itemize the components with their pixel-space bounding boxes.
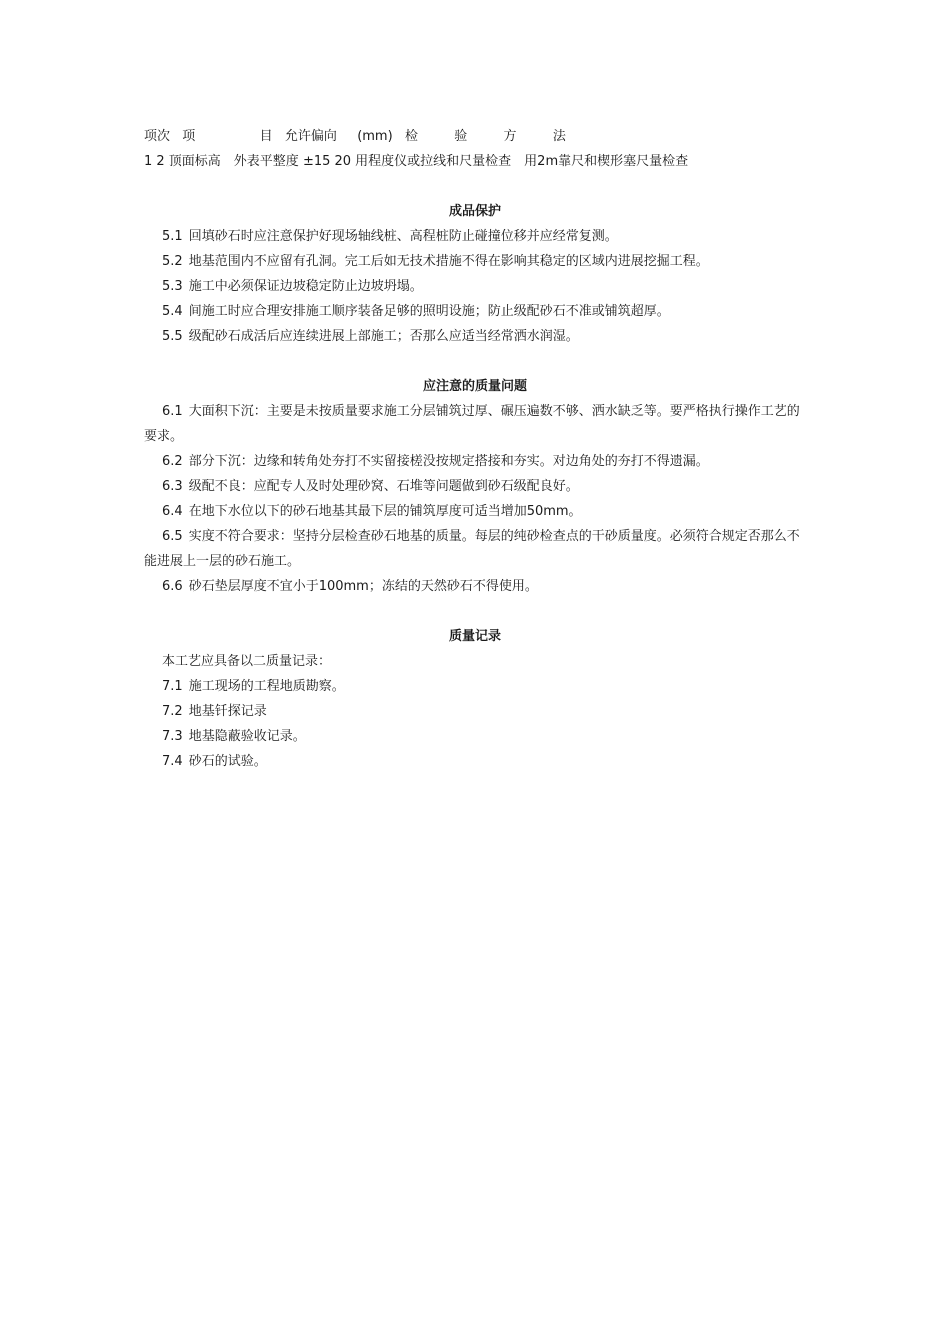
header-cell-method-a: 检: [404, 129, 418, 144]
item-text: 地基钎探记录: [188, 704, 267, 719]
list-item: [144, 324, 806, 349]
list-item: [144, 299, 806, 324]
list-item: [144, 499, 806, 524]
table-data-row: 1 2 顶面标高 外表平整度 ±15 20 用程度仪或拉线和尺量检查 用2m靠尺和楔形塞尺量检查: [144, 154, 689, 169]
list-item: [144, 474, 806, 499]
list-item: [144, 674, 806, 699]
item-text: 级配不良：应配专人及时处理砂窝、石堆等问题做到砂石级配良好。: [188, 479, 579, 494]
section-title-quality-issues: 应注意的质量问题: [422, 379, 527, 394]
item-text: 施工中必须保证边坡稳定防止边坡坍塌。: [188, 279, 423, 294]
header-cell-method-b: 验: [454, 129, 468, 144]
item-number: 5.2: [162, 254, 183, 269]
section-title-product-protection: 成品保护: [448, 204, 501, 219]
header-cell-tolerance: 允许偏向: [284, 129, 337, 144]
section-title-quality-records: 质量记录: [448, 629, 501, 644]
item-number: 7.2: [162, 704, 183, 719]
item-text: 间施工时应合理安排施工顺序装备足够的照明设施；防止级配砂石不准或铺筑超厚。: [188, 304, 670, 319]
item-text: 大面积下沉：主要是未按质量要求施工分层铺筑过厚、碾压遍数不够、洒水缺乏等。要严格执行操作工艺的要求。: [144, 404, 800, 444]
item-text: 回填砂石时应注意保护好现场轴线桩、高程桩防止碰撞位移并应经常复测。: [188, 229, 618, 244]
item-text: 砂石垫层厚度不宜小于100mm；冻结的天然砂石不得使用。: [188, 579, 538, 594]
item-text: 实度不符合要求：坚持分层检查砂石地基的质量。每层的纯砂检查点的干砂质量度。必须符合规定否那么不能进展上一层的砂石施工。: [144, 529, 800, 569]
item-number: 7.1: [162, 679, 183, 694]
header-cell-method-c: 方: [503, 129, 517, 144]
section-intro: 本工艺应具备以二质量记录：: [162, 654, 332, 669]
item-number: 6.6: [162, 579, 183, 594]
item-text: 施工现场的工程地质勘察。: [188, 679, 345, 694]
header-cell-item-a: 项: [182, 129, 196, 144]
list-item: [144, 274, 806, 299]
list-item: [144, 249, 806, 274]
item-text: 地基范围内不应留有孔洞。完工后如无技术措施不得在影响其稳定的区域内进展挖掘工程。: [188, 254, 709, 269]
document-page: [144, 124, 806, 774]
item-number: 6.1: [162, 404, 183, 419]
list-item: [144, 724, 806, 749]
table-header-row: [144, 124, 806, 149]
list-item: [144, 524, 806, 574]
item-number: 5.1: [162, 229, 183, 244]
item-number: 5.4: [162, 304, 183, 319]
item-number: 6.5: [162, 529, 183, 544]
item-text: 砂石的试验。: [188, 754, 267, 769]
header-cell-method-d: 法: [552, 129, 566, 144]
list-item: [144, 399, 806, 449]
item-text: 级配砂石成活后应连续进展上部施工；否那么应适当经常洒水润湿。: [188, 329, 579, 344]
item-number: 6.4: [162, 504, 183, 519]
list-item: [144, 224, 806, 249]
item-text: 在地下水位以下的砂石地基其最下层的铺筑厚度可适当增加50mm。: [188, 504, 582, 519]
item-text: 地基隐蔽验收记录。: [188, 729, 306, 744]
item-number: 6.2: [162, 454, 183, 469]
header-cell-item-b: 目: [259, 129, 273, 144]
item-number: 5.5: [162, 329, 183, 344]
header-cell-index: 项次: [144, 129, 171, 144]
header-cell-unit: (mm): [357, 129, 393, 144]
item-text: 部分下沉：边缘和转角处夯打不实留接槎没按规定搭接和夯实。对边角处的夯打不得遗漏。: [188, 454, 709, 469]
list-item: [144, 699, 806, 724]
item-number: 7.3: [162, 729, 183, 744]
list-item: [144, 449, 806, 474]
list-item: [144, 574, 806, 599]
list-item: [144, 749, 806, 774]
item-number: 6.3: [162, 479, 183, 494]
item-number: 5.3: [162, 279, 183, 294]
item-number: 7.4: [162, 754, 183, 769]
